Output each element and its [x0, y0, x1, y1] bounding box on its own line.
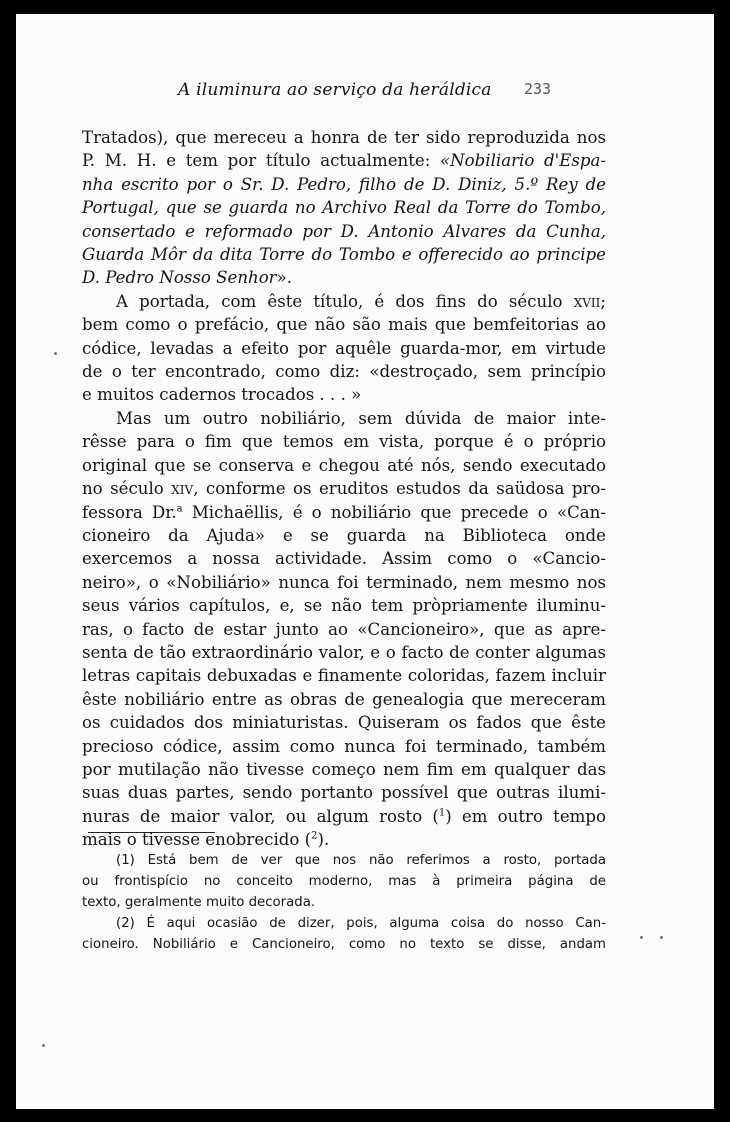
- footnote-ref-1: 1: [438, 807, 446, 819]
- page-header: [16, 80, 714, 104]
- text-line: [82, 501, 606, 524]
- text-line: senta de tão extraordinário valor, e o facto de conter algumas: [82, 642, 606, 662]
- superscript: a: [176, 502, 183, 514]
- text-span: P. M. H. e tem por título actualmente:: [82, 151, 441, 171]
- text-line: [82, 290, 606, 313]
- roman-numeral: xiv: [171, 479, 194, 499]
- text-line: ras, o facto de estar junto ao «Cancioneiro», que as apre-: [82, 619, 606, 639]
- text-span: ) em outro tempo: [445, 806, 606, 826]
- text-span: , conforme os eruditos estudos da saüdosa pro-: [193, 479, 606, 499]
- text-line: rêsse para o fim que temos em vista, porque é o próprio: [82, 432, 606, 452]
- footnotes: [82, 850, 606, 955]
- footnote-1: [82, 850, 606, 913]
- footnote-rule: [88, 832, 215, 833]
- italic-title-line: Guarda Môr da dita Torre do Tombo e offerecido ao principe: [82, 245, 606, 265]
- page-number: 233: [524, 80, 552, 98]
- text-line: [82, 805, 606, 828]
- text-line: Tratados), que mereceu a honra de ter sido reproduzida nos: [82, 128, 606, 147]
- text-line: suas duas partes, sendo portanto possível que outras ilumi-: [82, 783, 606, 803]
- footnote-line: (2) É aqui ocasião de dizer, pois, alguma coisa do nosso Can-: [116, 916, 606, 931]
- text-line: por mutilação não tivesse começo nem fim em qualquer das: [82, 759, 606, 779]
- text-line: [82, 149, 606, 172]
- text-span: mais o tivesse enobrecido (: [82, 830, 312, 850]
- paragraph-3: [82, 407, 606, 852]
- text-span: A portada, com êste título, é dos fins do século: [116, 291, 574, 311]
- text-line: [82, 477, 606, 500]
- italic-title-line: consertado e reformado por D. Antonio Alvares da Cunha,: [82, 221, 606, 241]
- running-title: A iluminura ao serviço da heráldica: [178, 80, 492, 100]
- text-line: [82, 266, 606, 289]
- text-span: no século: [82, 479, 172, 499]
- scan-speck: [54, 352, 57, 355]
- book-page: [16, 14, 714, 1109]
- text-span: Michaëllis, é o nobiliário que precede o «Can-: [182, 502, 606, 522]
- footnote-line: ou frontispício no conceito moderno, mas à primeira página de: [82, 874, 606, 889]
- text-span: fessora Dr.: [82, 502, 177, 522]
- paragraph-1: [82, 126, 606, 290]
- footnote-ref-2: 2: [311, 830, 318, 842]
- text-line: precioso códice, assim como nunca foi terminado, também: [82, 736, 606, 756]
- text-line: bem como o prefácio, que não são mais que bemfeitorias ao: [82, 315, 606, 335]
- text-span: ).: [317, 830, 330, 850]
- paragraph-2: [82, 290, 606, 407]
- text-line: neiro», o «Nobiliário» nunca foi terminado, nem mesmo nos: [82, 572, 606, 592]
- text-line: êste nobiliário entre as obras de genealogia que mereceram: [82, 689, 606, 709]
- italic-title-line: nha escrito por o Sr. D. Pedro, filho de D. Diniz, 5.º Rey de: [82, 174, 606, 194]
- body-text: [82, 126, 606, 852]
- text-line: original que se conserva e chegou até nós, sendo executado: [82, 455, 606, 475]
- text-line: códice, levadas a efeito por aquêle guarda-mor, em virtude: [82, 338, 606, 358]
- roman-numeral: xvii: [573, 291, 601, 311]
- text-line: exercemos a nossa actividade. Assim como o «Cancio-: [82, 549, 606, 569]
- text-span: ».: [276, 268, 293, 288]
- text-line: de o ter encontrado, como diz: «destroçado, sem princípio: [82, 362, 606, 382]
- footnote-line: cioneiro. Nobiliário e Cancioneiro, como no texto se disse, andam: [82, 937, 606, 952]
- text-span: ;: [600, 291, 606, 311]
- italic-title-span: D. Pedro Nosso Senhor: [82, 268, 277, 288]
- footnote-line: (1) Está bem de ver que nos não referimos a rosto, portada: [116, 853, 606, 868]
- text-line: os cuidados dos miniaturistas. Quiseram os fados que êste: [82, 713, 606, 733]
- scan-speck: [660, 936, 663, 939]
- text-line: e muitos cadernos trocados . . . »: [82, 385, 362, 405]
- text-line: letras capitais debuxadas e finamente coloridas, fazem incluir: [82, 666, 606, 686]
- footnote-line: texto, geralmente muito decorada.: [82, 895, 316, 910]
- italic-title-line: Portugal, que se guarda no Archivo Real da Torre do Tombo,: [82, 198, 606, 218]
- text-line: cioneiro da Ajuda» e se guarda na Biblioteca onde: [82, 525, 606, 545]
- scan-speck: [42, 1044, 45, 1047]
- text-span: nuras de maior valor, ou algum rosto (: [82, 806, 439, 826]
- footnote-2: [82, 913, 606, 955]
- text-line: Mas um outro nobiliário, sem dúvida de maior inte-: [116, 408, 606, 428]
- scan-speck: [640, 936, 643, 939]
- italic-title-span: «Nobiliario d'Espa-: [440, 151, 606, 171]
- text-line: seus vários capítulos, e, se não tem pròpriamente iluminu-: [82, 596, 606, 616]
